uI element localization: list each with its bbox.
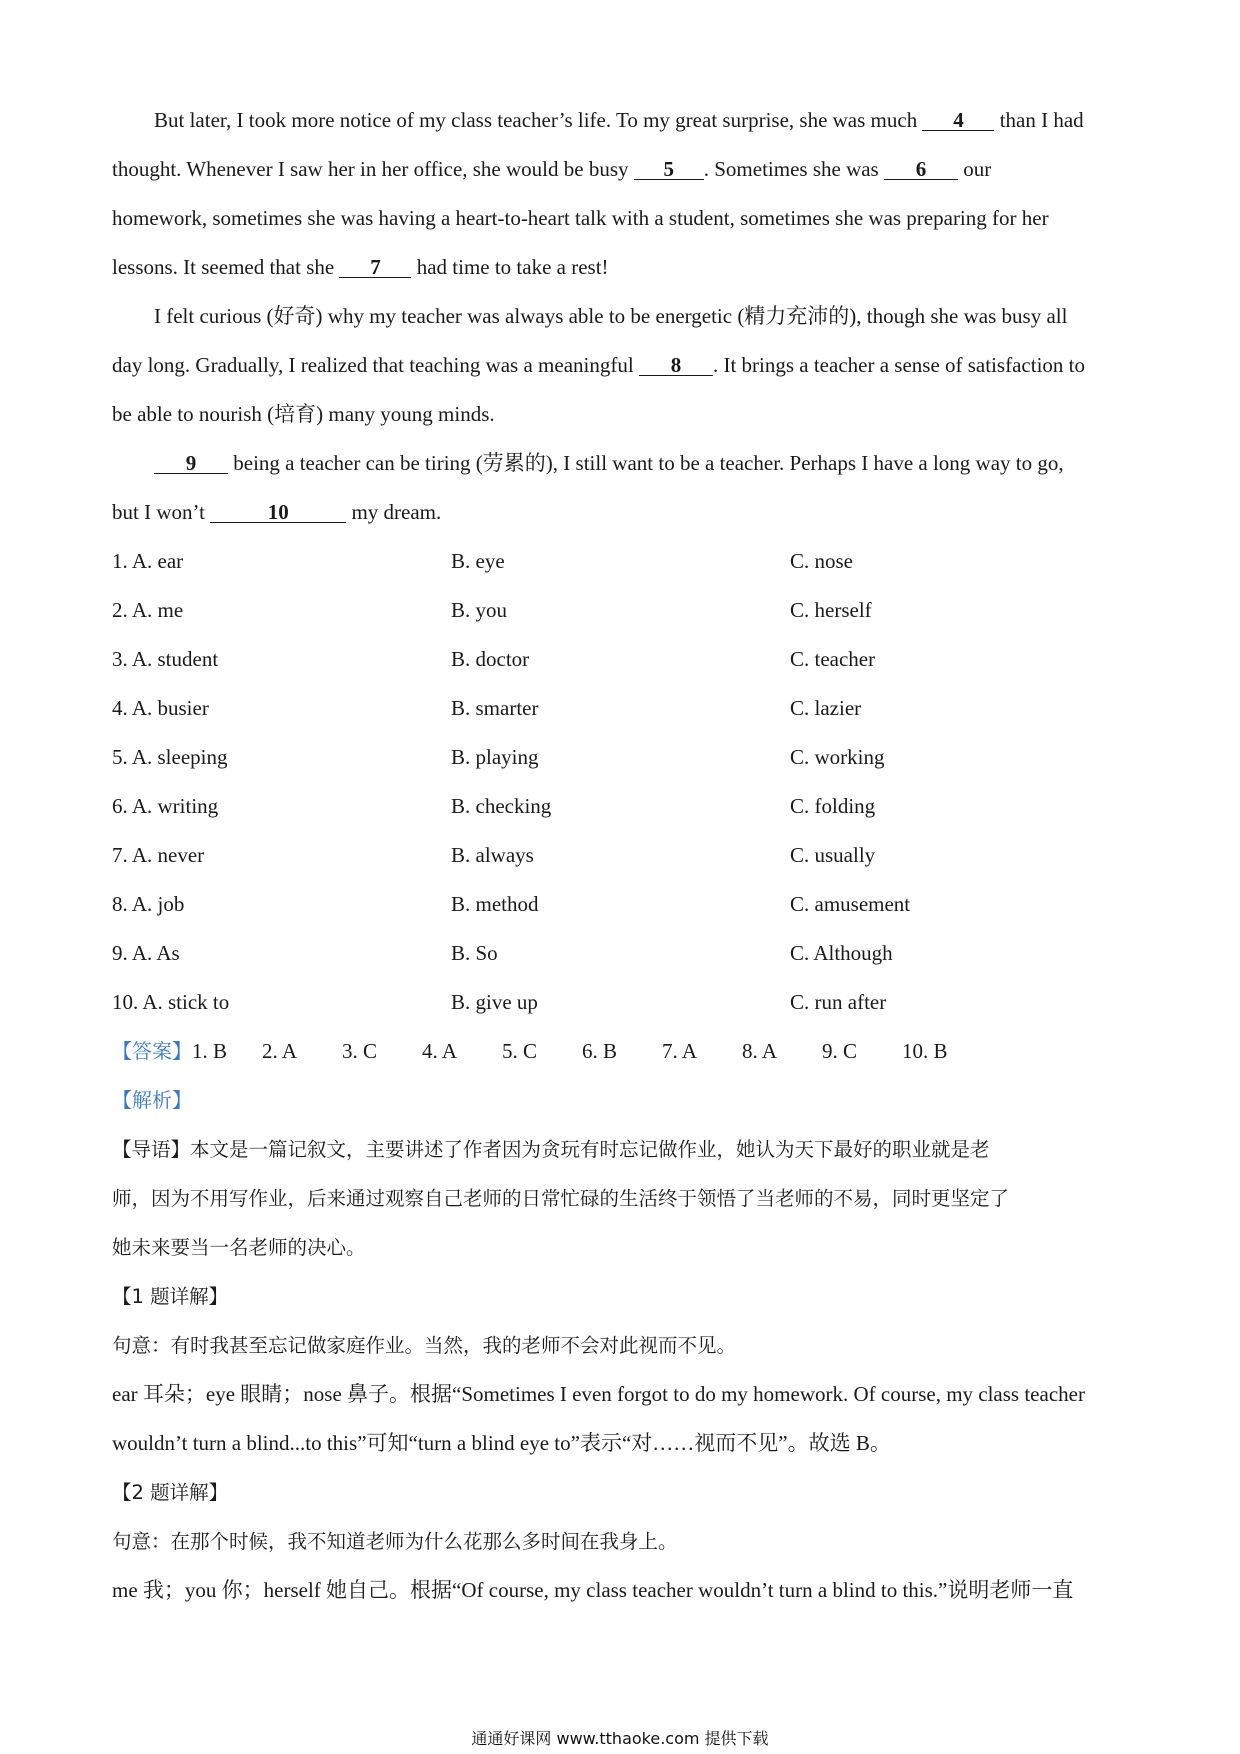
- passage-line: [112, 96, 1132, 145]
- intro-line: 师，因为不用写作业，后来通过观察自己老师的日常忙碌的生活终于领悟了当老师的不易，同时更坚定了: [112, 1187, 1010, 1210]
- option-c: C. usually: [790, 843, 876, 867]
- option-b: B. always: [451, 843, 534, 867]
- option-c: C. working: [790, 745, 885, 769]
- option-a: 2. A. me: [112, 598, 184, 622]
- q1-heading: 【1 题详解】: [112, 1285, 229, 1308]
- passage-text: my dream.: [346, 500, 442, 524]
- q2-meaning: 句意：在那个时候，我不知道老师为什么花那么多时间在我身上。: [112, 1530, 678, 1553]
- analysis-heading: [112, 1076, 1132, 1125]
- passage-text: lessons. It seemed that she: [112, 255, 340, 279]
- document-page: [112, 96, 1132, 1615]
- analysis-tag: 【解析】: [112, 1088, 192, 1112]
- passage-line: be able to nourish (培育) many young minds.: [112, 402, 495, 426]
- option-b: B. you: [451, 598, 508, 622]
- option-row: [112, 635, 1132, 684]
- option-c: C. run after: [790, 990, 887, 1014]
- passage-line: [112, 341, 1132, 390]
- answer-item: 9. C: [822, 1039, 858, 1063]
- passage-line: homework, sometimes she was having a heart-to-heart talk with a student, sometimes she was preparing for her: [112, 206, 1049, 230]
- answer-item: 3. C: [342, 1039, 378, 1063]
- answer-item: 2. A: [262, 1039, 298, 1063]
- passage-line: [112, 145, 1132, 194]
- option-c: C. folding: [790, 794, 876, 818]
- option-a: 9. A. As: [112, 941, 180, 965]
- passage-line: [112, 243, 1132, 292]
- answer-item: 4. A: [422, 1039, 458, 1063]
- passage-text: but I won’t: [112, 500, 211, 524]
- option-b: B. smarter: [451, 696, 539, 720]
- blank-6: 6: [884, 159, 958, 180]
- option-row: [112, 733, 1132, 782]
- q2-explanation: me 我；you 你；herself 她自己。根据“Of course, my class teacher wouldn’t turn a blind to this.”说明老师一直: [112, 1578, 1074, 1602]
- option-a: 10. A. stick to: [112, 990, 230, 1014]
- passage-line: [112, 488, 1132, 537]
- page-footer: 通通好课网 www.tthaoke.com 提供下载: [471, 1729, 769, 1748]
- answer-item: 10. B: [902, 1039, 948, 1063]
- option-row: [112, 586, 1132, 635]
- q1-explanation: ear 耳朵；eye 眼睛；nose 鼻子。根据“Sometimes I even forgot to do my homework. Of course, my class teacher: [112, 1382, 1085, 1406]
- option-b: B. playing: [451, 745, 539, 769]
- passage-text: But later, I took more notice of my class teacher’s life. To my great surprise, she was much: [154, 108, 923, 132]
- option-b: B. checking: [451, 794, 552, 818]
- option-c: C. lazier: [790, 696, 862, 720]
- option-a: 8. A. job: [112, 892, 185, 916]
- blank-9: 9: [154, 453, 228, 474]
- passage-line: [112, 439, 1132, 488]
- option-a: 5. A. sleeping: [112, 745, 228, 769]
- option-row: [112, 684, 1132, 733]
- answer-item: 8. A: [742, 1039, 778, 1063]
- intro-line: 她未来要当一名老师的决心。: [112, 1236, 366, 1259]
- q1-explanation: wouldn’t turn a blind...to this”可知“turn a blind eye to”表示“对……视而不见”。故选 B。: [112, 1431, 891, 1455]
- option-c: C. herself: [790, 598, 872, 622]
- answer-item: 5. C: [502, 1039, 538, 1063]
- option-b: B. method: [451, 892, 539, 916]
- blank-5: 5: [634, 159, 704, 180]
- option-b: B. So: [451, 941, 498, 965]
- blank-8: 8: [639, 355, 713, 376]
- passage-text: had time to take a rest!: [411, 255, 609, 279]
- option-a: 6. A. writing: [112, 794, 219, 818]
- passage-text: our: [957, 157, 992, 181]
- option-row: [112, 537, 1132, 586]
- answer-tag: 【答案】: [112, 1039, 192, 1063]
- passage-text: thought. Whenever I saw her in her office, she would be busy: [112, 157, 634, 181]
- option-row: [112, 880, 1132, 929]
- option-a: 4. A. busier: [112, 696, 209, 720]
- option-b: B. give up: [451, 990, 538, 1014]
- blank-4: 4: [922, 110, 994, 131]
- passage-line: I felt curious (好奇) why my teacher was always able to be energetic (精力充沛的), though she was busy all: [154, 304, 1068, 328]
- option-a: 3. A. student: [112, 647, 219, 671]
- passage-text: day long. Gradually, I realized that teaching was a meaningful: [112, 353, 639, 377]
- q1-meaning: 句意：有时我甚至忘记做家庭作业。当然，我的老师不会对此视而不见。: [112, 1334, 737, 1357]
- option-row: [112, 978, 1132, 1027]
- blank-10: 10: [210, 502, 346, 523]
- option-c: C. amusement: [790, 892, 911, 916]
- option-b: B. eye: [451, 549, 505, 573]
- option-b: B. doctor: [451, 647, 530, 671]
- option-a: 1. A. ear: [112, 549, 184, 573]
- option-a: 7. A. never: [112, 843, 205, 867]
- passage-text: being a teacher can be tiring (劳累的), I still want to be a teacher. Perhaps I have a long way to go,: [228, 451, 1064, 475]
- answer-key: [112, 1027, 1132, 1076]
- option-row: [112, 782, 1132, 831]
- answer-item: 1. B: [192, 1039, 228, 1063]
- option-c: C. teacher: [790, 647, 876, 671]
- option-c: C. Although: [790, 941, 893, 965]
- options-list: [112, 537, 1132, 1027]
- passage-text: than I had: [994, 108, 1084, 132]
- passage-text: . Sometimes she was: [703, 157, 884, 181]
- blank-7: 7: [339, 257, 411, 278]
- option-c: C. nose: [790, 549, 853, 573]
- option-row: [112, 929, 1132, 978]
- answer-item: 7. A: [662, 1039, 698, 1063]
- intro-line: 【导语】本文是一篇记叙文，主要讲述了作者因为贪玩有时忘记做作业，她认为天下最好的职业就是老: [112, 1138, 990, 1161]
- answer-item: 6. B: [582, 1039, 618, 1063]
- passage-text: . It brings a teacher a sense of satisfaction to: [712, 353, 1085, 377]
- option-row: [112, 831, 1132, 880]
- q2-heading: 【2 题详解】: [112, 1481, 229, 1504]
